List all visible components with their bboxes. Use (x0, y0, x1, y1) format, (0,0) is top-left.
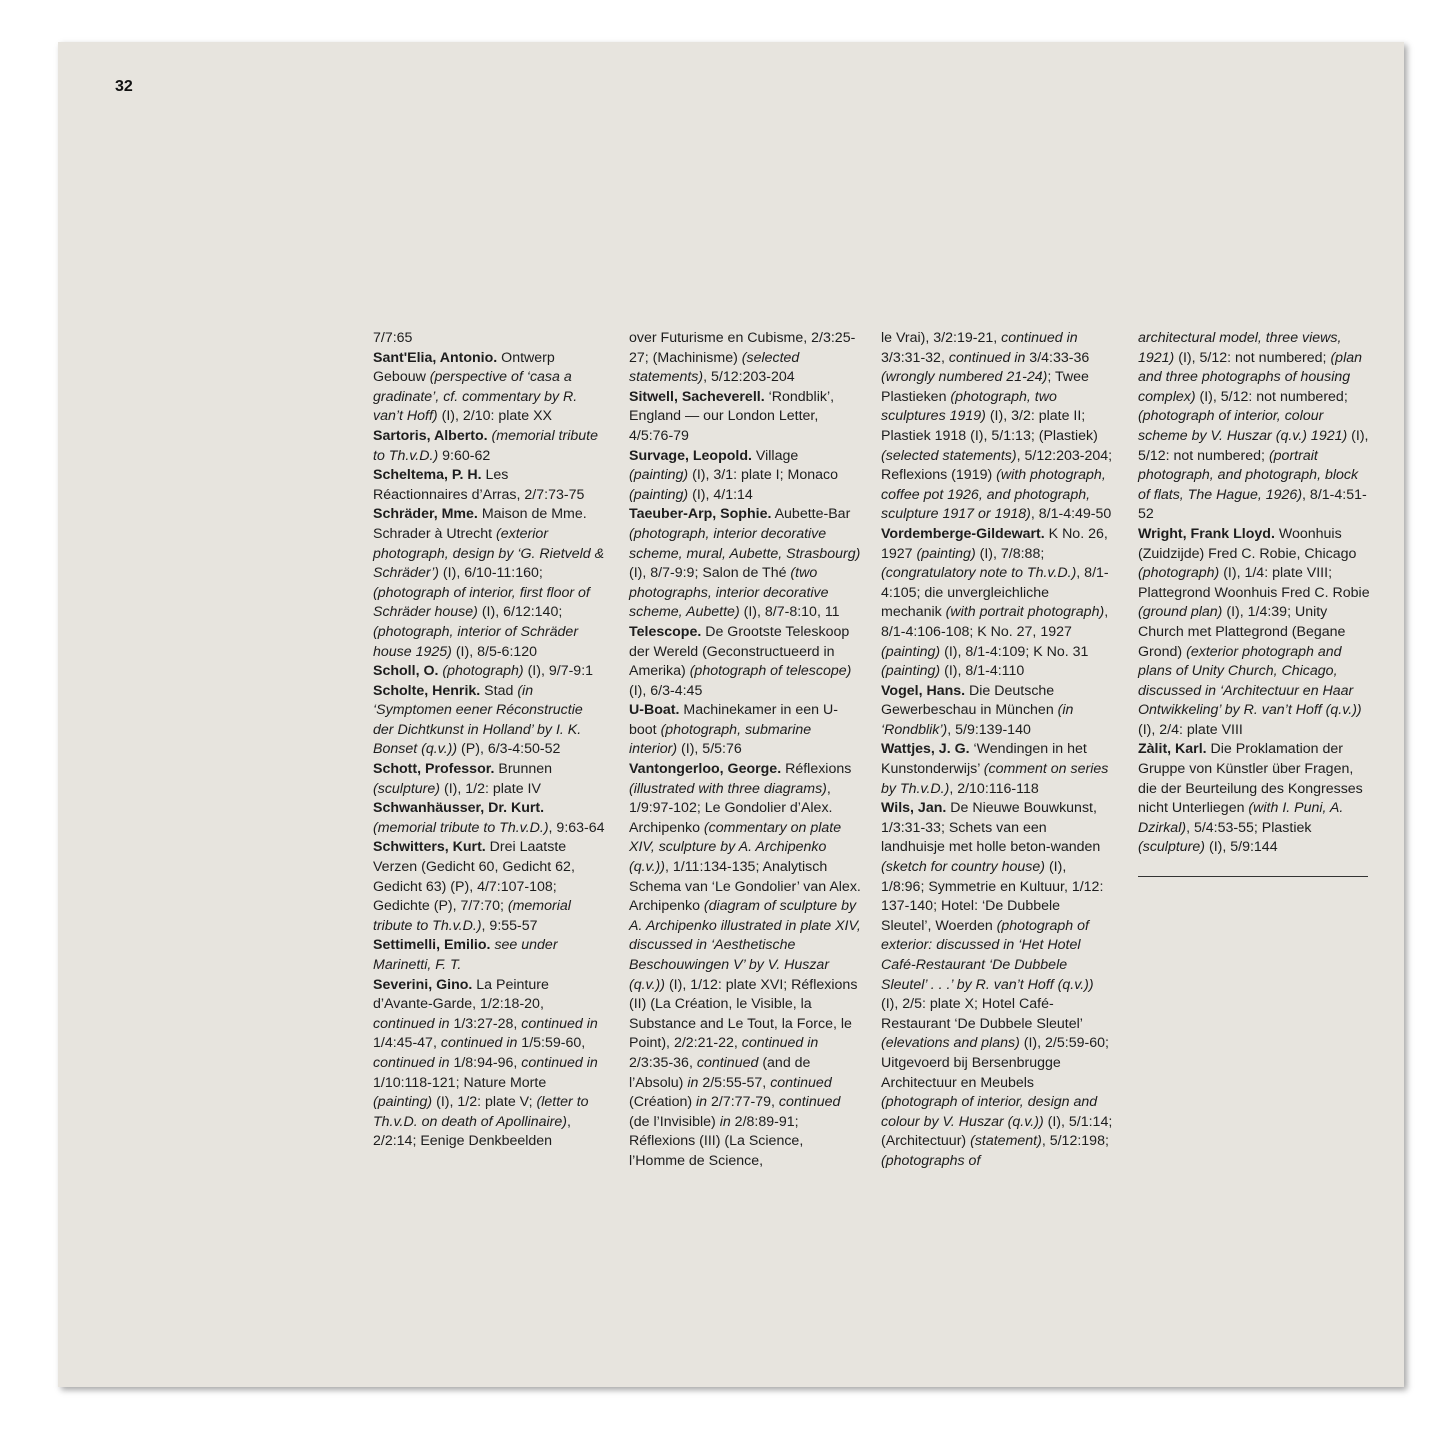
entry-text: (Création) (629, 1094, 697, 1111)
entry-text: (I), 8/1-4:110 (940, 663, 1025, 680)
entry-text: (I), 8/1-4:109; K No. 31 (940, 643, 1089, 660)
index-entry (881, 682, 1113, 741)
index-column-3 (881, 329, 1113, 1172)
entry-text: Maison de Mme. Schrader à Utrecht (373, 506, 587, 542)
index-entry (629, 760, 861, 1171)
index-entry (881, 799, 1113, 1171)
page-number: 32 (115, 78, 133, 95)
entry-heading: Schräder, Mme. (373, 506, 478, 523)
entry-annotation: (exterior photograph, design by ‘G. Rietveld & Schräder’) (373, 525, 605, 582)
entry-text: 3/3:31-32, (881, 349, 949, 366)
entry-text: (I), 8/7-9:9; Salon de Thé (629, 565, 791, 582)
entry-text: (I), 5/12: not numbered; (1138, 427, 1369, 464)
entry-annotation: (sculpture) (373, 780, 441, 797)
entry-text: (I), 9/7-9:1 (523, 663, 594, 680)
index-entry (373, 838, 605, 936)
index-entry (373, 662, 605, 682)
entry-annotation: (sculpture) (1138, 839, 1206, 856)
entry-text: Village (751, 447, 799, 464)
entry-heading: Scheltema, P. H. (373, 467, 482, 484)
entry-heading: Wattjes, J. G. (881, 741, 970, 758)
entry-text: (I), 3/2: plate II; Plastiek 1918 (I), 5/1:13; (Plastiek) (881, 408, 1098, 444)
entry-annotation: (photograph of interior, colour scheme by V. Huszar (q.v.) 1921) (1138, 408, 1348, 444)
entry-text: 1/4:45-47, (373, 1035, 441, 1052)
entry-annotation: (photograph, submarine interior) (629, 721, 812, 758)
entry-text: ‘Wendingen in het Kunstonderwijs’ (881, 741, 1087, 778)
entry-annotation: (two photographs, interior decorative scheme, Aubette) (629, 565, 829, 621)
entry-heading: Sartoris, Alberto. (373, 427, 488, 444)
entry-annotation: (elevations and plans) (881, 1035, 1020, 1052)
entry-text: Die Proklamation der Gruppe von Künstler über Fragen, die der Beurteilung des Kongresses nicht Unterliegen (1138, 741, 1363, 817)
entry-annotation: (memorial tribute to Th.v.D.) (373, 898, 571, 934)
index-entry (373, 349, 605, 427)
entry-text: (I), 1/4:39; Unity Church met Plattegrond (Begane Grond) (1138, 604, 1346, 660)
index-entry (629, 329, 861, 388)
entry-text: Brunnen (494, 761, 553, 778)
index-entry (881, 329, 1113, 525)
entry-annotation: continued in (948, 349, 1026, 366)
entry-annotation: (painting) (916, 545, 976, 562)
entry-annotation: (photograph of interior, design and colour by V. Huszar (q.v.)) (881, 1094, 1098, 1130)
entry-text: (I), 1/8:96; Symmetrie en Kultuur, 1/12: 137-140; Hotel: ‘De Dubbele Sleutel’, Woerden (881, 859, 1104, 934)
entry-text: Les Réactionnaires d’Arras, 2/7:73-75 (373, 467, 585, 503)
entry-text: , 9:55-57 (481, 917, 538, 934)
entry-text: Aubette-Bar (771, 506, 851, 523)
entry-text: Woonhuis (Zuidzijde) Fred C. Robie, Chicago (1138, 525, 1357, 562)
entry-annotation: (portrait photograph, and photograph, block of flats, The Hague, 1926) (1138, 447, 1359, 503)
entry-annotation: (exterior photograph and plans of Unity Church, Chicago, discussed in ‘Architectuur en Haar Ontwikkeling’ by R. van’t Hoff (q.v.)) (1138, 643, 1362, 719)
entry-text: (de l’Invisible) (629, 1113, 720, 1130)
entry-text: 1/5:59-60, (517, 1035, 586, 1052)
index-entry (629, 505, 861, 623)
entry-text: La Peinture d’Avante-Garde, 1/2:18-20, (373, 976, 549, 1013)
entry-text: Machinekamer in een U-boot (629, 702, 838, 738)
entry-annotation: in (719, 1113, 731, 1130)
entry-text: , 8/1-4:105; die unvergleichliche mechanik (881, 565, 1109, 621)
entry-annotation: continued (770, 1074, 832, 1091)
index-column-2 (629, 329, 861, 1172)
index-entry (373, 976, 605, 1152)
entry-text: Ontwerp Gebouw (373, 349, 555, 386)
entry-text: le Vrai), 3/2:19-21, (881, 330, 1002, 346)
entry-heading: Zàlit, Karl. (1138, 741, 1207, 758)
entry-text: , 9:63-64 (548, 819, 605, 836)
entry-annotation: (commentary on plate XIV, sculpture by A. Archipenko (q.v.)) (629, 819, 842, 876)
entry-annotation: (congratulatory note to Th.v.D.) (881, 565, 1077, 582)
entry-annotation: (photograph) (442, 663, 524, 680)
entry-text: (I), 2/10: plate XX (437, 408, 553, 425)
entry-heading: Taeuber-Arp, Sophie. (629, 506, 772, 523)
entry-heading: Telescope. (629, 623, 702, 640)
index-entry (373, 505, 605, 662)
index-entry (373, 329, 605, 349)
entry-text: , 5/12:198; (1041, 1133, 1109, 1150)
entry-annotation: (painting) (629, 486, 689, 503)
entry-text: (I), 3/1: plate I; Monaco (688, 467, 838, 484)
entry-text: 2/5:55-57, (698, 1074, 771, 1091)
entry-text: 9:60-62 (438, 447, 491, 464)
entry-text: , 1/9:97-102; Le Gondolier d’Alex. Archipenko (629, 780, 833, 836)
entry-text: (I), 1/2: plate V; (432, 1094, 537, 1111)
entry-annotation: (selected statements) (629, 349, 800, 386)
entry-text: Stad (480, 682, 518, 699)
entry-annotation: (sketch for country house) (881, 859, 1046, 876)
entry-annotation: (statement) (970, 1133, 1042, 1150)
entry-annotation: (photograph) (1138, 565, 1220, 582)
entry-text: (I), 8/7-8:10, 11 (739, 604, 840, 621)
entry-text: (I), 5/9:144 (1205, 839, 1278, 856)
entry-text: De Nieuwe Bouwkunst, 1/3:31-33; Schets van een landhuisje met holle beton-wanden (881, 800, 1101, 856)
entry-annotation: (memorial tribute to Th.v.D.) (373, 819, 549, 836)
index-entry (629, 701, 861, 760)
index-entry (1138, 329, 1370, 525)
entry-annotation: (painting) (881, 663, 941, 680)
entry-heading: Vogel, Hans. (881, 682, 966, 699)
entry-text: 2/3:35-36, (629, 1054, 697, 1071)
entry-text: , 1/11:134-135; Analytisch Schema van ‘Le Gondolier’ van Alex. Archipenko (629, 859, 861, 915)
entry-text: (I), 2/4: plate VIII (1138, 721, 1243, 738)
entry-text: , 2/10:116-118 (949, 780, 1039, 797)
entry-text: (I), 5/12: not numbered; (1195, 388, 1348, 405)
entry-text: (I), 4/1:14 (688, 486, 753, 503)
index-entry (1138, 525, 1370, 741)
entry-heading: Vordemberge-Gildewart. (881, 525, 1045, 542)
entry-annotation: continued in (741, 1035, 819, 1052)
entry-annotation: (diagram of sculpture by A. Archipenko illustrated in plate XIV, discussed in ‘Aesthetische Beschouwingen V’ by V. Huszar (q.v.)) (629, 898, 861, 993)
entry-text: (I), 5/5:76 (677, 741, 742, 758)
entry-annotation: continued in (521, 1015, 598, 1032)
index-entry (373, 936, 605, 975)
entry-annotation: (with photograph, coffee pot 1926, and photograph, sculpture 1917 or 1918) (881, 467, 1106, 523)
entry-annotation: continued (778, 1094, 841, 1111)
entry-annotation: (perspective of ‘casa a gradinate’, cf. commentary by R. van’t Hoff) (373, 369, 578, 425)
entry-text: 2/7:77-79, (707, 1094, 779, 1111)
entry-annotation: (comment on series by Th.v.D.) (881, 761, 1109, 797)
entry-text: Die Deutsche Gewerbeschau in München (881, 682, 1058, 719)
entry-annotation: (in ‘Rondblik’) (881, 702, 1074, 738)
entry-annotation: (photographs of (881, 1152, 981, 1169)
entry-annotation: in (696, 1094, 708, 1111)
entry-text: (I), 5/12: not numbered; (1174, 349, 1331, 366)
entry-text: , 8/1-4:106-108; K No. 27, 1927 (881, 604, 1109, 640)
end-rule (1138, 876, 1368, 877)
entry-annotation: in (687, 1074, 699, 1091)
entry-annotation: continued (696, 1054, 759, 1071)
entry-annotation: (with portrait photograph) (945, 604, 1105, 621)
entry-text: (I), 7/8:88; (975, 545, 1045, 562)
entry-text: , 8/1-4:49-50 (1030, 506, 1112, 523)
index-entry (373, 682, 605, 760)
entry-heading: Sant'Elia, Antonio. (373, 349, 498, 366)
entry-heading: Settimelli, Emilio. (373, 937, 491, 954)
index-entry (373, 466, 605, 505)
entry-annotation: (photograph, two sculptures 1919) (881, 388, 1057, 425)
index-column-1 (373, 329, 605, 1152)
entry-annotation: see under Marinetti, F. T. (373, 937, 558, 973)
entry-annotation: continued in (1001, 330, 1078, 346)
entry-annotation: (photograph of telescope) (689, 663, 852, 680)
entry-heading: Wright, Frank Lloyd. (1138, 525, 1275, 542)
entry-annotation: (photograph of interior, first floor of Schräder house) (373, 584, 590, 621)
entry-annotation: (plan and three photographs of housing complex) (1138, 349, 1363, 405)
entry-annotation: (photograph, interior decorative scheme, mural, Aubette, Strasbourg) (629, 525, 861, 562)
entry-text: (I), 1/2: plate IV (440, 780, 541, 797)
index-entry (373, 799, 605, 838)
entry-text: 2/8:89-91; Réflexions (III) (La Science, l’Homme de Science, (629, 1113, 804, 1169)
entry-text: 1/10:118-121; Nature Morte (373, 1074, 547, 1091)
entry-text: (I), 6/12:140; (477, 604, 563, 621)
entry-annotation: (painting) (629, 467, 689, 484)
entry-text: (I), 1/4: plate VIII; Plattegrond Woonhuis Fred C. Robie (1138, 565, 1370, 601)
index-entry (1138, 740, 1370, 858)
entry-text: (I), 2/5:59-60; Uitgevoerd bij Bersenbrugge Architectuur en Meubels (881, 1035, 1109, 1091)
entry-annotation: (selected statements) (881, 447, 1017, 464)
entry-annotation: (painting) (881, 643, 941, 660)
entry-heading: U-Boat. (629, 702, 680, 719)
entry-text: Réflexions (781, 761, 852, 778)
entry-text: ; Twee Plastieken (881, 369, 1089, 405)
entry-heading: Schwitters, Kurt. (373, 839, 486, 856)
index-entry (881, 740, 1113, 799)
entry-text: 1/3:27-28, (449, 1015, 522, 1032)
index-entry (373, 427, 605, 466)
entry-annotation: architectural model, three views, 1921) (1138, 330, 1342, 366)
entry-heading: Schwanhäusser, Dr. Kurt. (373, 800, 545, 817)
entry-annotation: (with I. Puni, A. Dzirkal) (1138, 800, 1344, 836)
entry-text: ‘Rondblik’, England — our London Letter, 4/5:76-79 (629, 388, 835, 444)
entry-annotation: (memorial tribute to Th.v.D.) (373, 427, 598, 464)
entry-heading: Schott, Professor. (373, 761, 495, 778)
entry-annotation: continued in (373, 1015, 450, 1032)
entry-text: (I), 6/3-4:45 (629, 682, 703, 699)
document-page (58, 42, 1404, 1387)
index-entry (373, 760, 605, 799)
entry-text: , 5/12:203-204 (703, 369, 795, 386)
entry-annotation: (wrongly numbered 21-24) (881, 369, 1048, 386)
entry-heading: Sitwell, Sacheverell. (629, 388, 765, 405)
entry-heading: Survage, Leopold. (629, 447, 752, 464)
entry-text: De Grootste Teleskoop der Wereld (Geconstructueerd in Amerika) (629, 623, 850, 680)
entry-text: (and de l’Absolu) (629, 1054, 811, 1091)
entry-text: (I), 1/12: plate XVI; Réflexions (II) (La Création, le Visible, la Substance and Le Tout, la Force, le Point), 2/2:21-22, (629, 976, 858, 1052)
entry-text: (I), 6/10-11:160; (438, 565, 543, 582)
entry-annotation: (in ‘Symptomen eener Réconstructie der Dichtkunst in Holland’ by I. K. Bonset (q.v.)) (373, 682, 583, 758)
entry-annotation: continued in (521, 1054, 598, 1071)
entry-text: (P), 6/3-4:50-52 (457, 741, 561, 758)
index-entry (629, 447, 861, 506)
entry-annotation: continued in (440, 1035, 518, 1052)
entry-text: (I), 8/5-6:120 (451, 643, 538, 660)
entry-annotation: continued in (373, 1054, 450, 1071)
entry-text: (I), 2/5: plate X; Hotel Café-Restaurant ‘De Dubbele Sleutel’ (881, 996, 1083, 1032)
index-entry (629, 388, 861, 447)
index-entry (629, 623, 861, 701)
entry-text: , 8/1-4:51-52 (1138, 486, 1367, 523)
entry-annotation: (photograph, interior of Schräder house 1925) (373, 623, 579, 660)
entry-text: 3/4:33-36 (1025, 349, 1090, 366)
entry-text: (I), 5/1:14; (Architectuur) (881, 1113, 1113, 1150)
index-column-4 (1138, 329, 1370, 877)
entry-heading: Scholte, Henrik. (373, 682, 481, 699)
entry-heading: Severini, Gino. (373, 976, 473, 993)
entry-text: , 5/12:203-204; Reflexions (1919) (881, 447, 1113, 484)
entry-annotation: (photograph of exterior: discussed in ‘Het Hotel Café-Restaurant ‘De Dubbele Sleutel’ . . .’ by R. van’t Hoff (q.v.)) (881, 917, 1094, 993)
entry-text: K No. 26, 1927 (881, 525, 1108, 562)
entry-text: Drei Laatste Verzen (Gedicht 60, Gedicht 62, Gedicht 63) (P), 4/7:107-108; Gedichte (P), 7/7:70; (373, 839, 575, 915)
index-entry (881, 525, 1113, 682)
entry-heading: Scholl, O. (373, 663, 439, 680)
entry-annotation: (letter to Th.v.D. on death of Apollinaire) (373, 1094, 589, 1130)
entry-text: 7/7:65 (373, 330, 413, 346)
entry-text: , 2/2:14; Eenige Denkbeelden (373, 1113, 571, 1150)
entry-heading: Wils, Jan. (881, 800, 947, 817)
entry-text: 1/8:94-96, (449, 1054, 522, 1071)
entry-heading: Vantongerloo, George. (629, 761, 782, 778)
entry-annotation: (illustrated with three diagrams) (629, 780, 827, 797)
entry-annotation: (ground plan) (1138, 604, 1223, 621)
entry-text: , 5/4:53-55; Plastiek (1186, 819, 1312, 836)
entry-text: over Futurisme en Cubisme, 2/3:25-27; (Machinisme) (629, 330, 856, 366)
entry-annotation: (painting) (373, 1094, 433, 1111)
entry-text: , 5/9:139-140 (947, 721, 1031, 738)
